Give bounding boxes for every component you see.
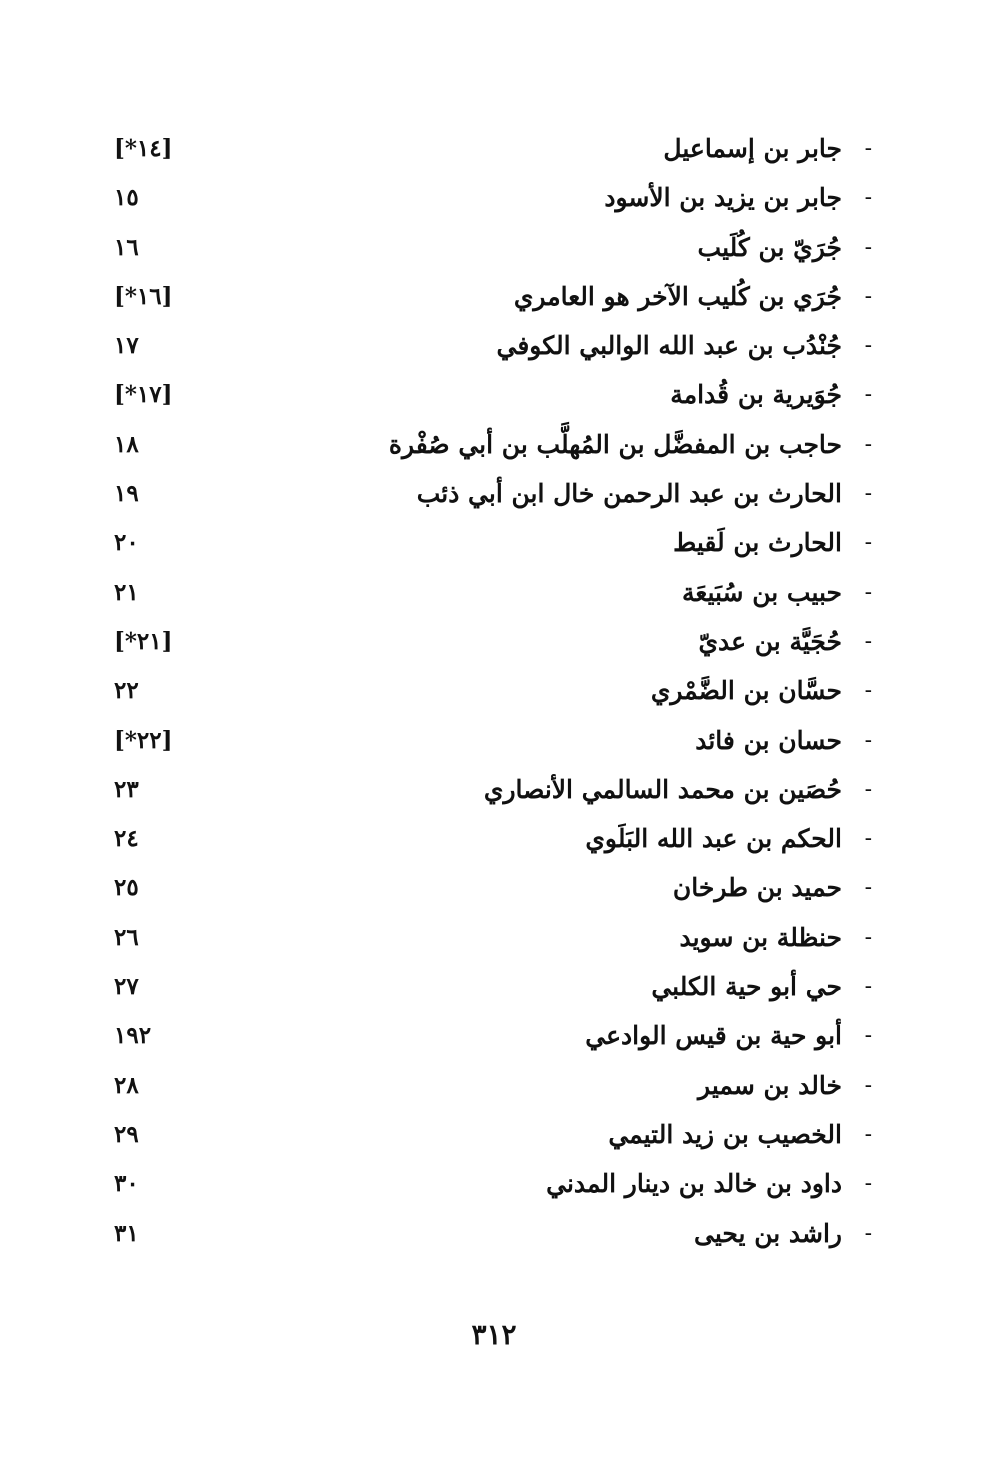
list-item — [100, 965, 880, 1014]
entry-reference: [٢١*] — [114, 627, 173, 655]
narrator-name: داود بن خالد بن دينار المدني — [546, 1169, 842, 1199]
entry-reference: ٢٢ — [114, 677, 139, 705]
entry-reference: ٢٩ — [114, 1120, 139, 1148]
narrator-name: الخصيب بن زيد التيمي — [608, 1119, 842, 1149]
narrator-name: الحارث بن عبد الرحمن خال ابن أبي ذئب — [416, 479, 842, 509]
list-dash: - — [864, 924, 872, 950]
narrator-name: جُوَيرية بن قُدامة — [670, 380, 842, 410]
entry-reference: ١٨ — [114, 430, 139, 458]
list-item — [100, 1113, 880, 1162]
list-item — [100, 571, 880, 620]
entry-reference: ٢٦ — [114, 923, 139, 951]
list-dash: - — [864, 382, 872, 408]
narrator-name: حنظلة بن سويد — [679, 922, 842, 952]
list-dash: - — [864, 234, 872, 260]
list-item — [100, 866, 880, 915]
narrator-name: أبو حية بن قيس الوادعي — [585, 1021, 842, 1051]
list-item — [100, 521, 880, 570]
narrator-name: جابر بن إسماعيل — [663, 134, 842, 163]
narrator-name: حسَّان بن الضَّمْري — [650, 676, 842, 706]
entry-reference: ١٧ — [114, 332, 139, 360]
entry-reference: ٢٨ — [114, 1071, 139, 1099]
list-item — [100, 916, 880, 965]
list-dash: - — [864, 530, 872, 556]
entry-reference: [١٦*] — [114, 282, 173, 310]
entry-reference: ٢٠ — [114, 529, 139, 557]
list-dash: - — [864, 974, 872, 1000]
narrator-name: جُرَيّ بن كُلَيب — [697, 232, 842, 262]
list-dash: - — [864, 628, 872, 654]
list-item — [100, 275, 880, 324]
narrator-index-list — [100, 127, 880, 1261]
narrator-name: حبيب بن سُبَيعَة — [682, 577, 842, 607]
narrator-name: حسان بن فائد — [695, 725, 842, 755]
list-dash: - — [864, 333, 872, 359]
entry-reference: ١٩٢ — [114, 1022, 152, 1050]
narrator-name: راشد بن يحيى — [694, 1218, 842, 1248]
list-item — [100, 423, 880, 472]
list-dash: - — [864, 185, 872, 211]
list-item — [100, 1212, 880, 1261]
entry-reference: ٢٣ — [114, 775, 139, 803]
narrator-name: جابر بن يزيد بن الأسود — [604, 183, 842, 213]
list-dash: - — [864, 136, 872, 161]
page-number: ٣١٢ — [471, 1318, 517, 1351]
narrator-name: خالد بن سمير — [698, 1070, 842, 1100]
narrator-name: حاجب بن المفضَّل بن المُهلَّب بن أبي صُفْرة — [388, 429, 842, 459]
entry-reference: ٢٧ — [114, 973, 139, 1001]
narrator-name: الحارث بن لَقيط — [673, 528, 842, 558]
list-item — [100, 226, 880, 275]
list-item — [100, 324, 880, 373]
list-item — [100, 1014, 880, 1063]
list-dash: - — [864, 283, 872, 309]
list-dash: - — [864, 727, 872, 753]
list-item — [100, 768, 880, 817]
narrator-name: حُجَيَّة بن عديّ — [698, 626, 842, 656]
list-dash: - — [864, 1072, 872, 1098]
narrator-name: حميد بن طرخان — [672, 873, 842, 903]
list-item — [100, 669, 880, 718]
entry-reference: ٢١ — [114, 578, 139, 606]
list-dash: - — [864, 481, 872, 507]
list-item — [100, 1162, 880, 1211]
narrator-name: جُرَي بن كُليب الآخر هو العامري — [513, 281, 842, 311]
entry-reference: ١٩ — [114, 480, 139, 508]
entry-reference: [١٧*] — [114, 381, 173, 409]
list-item — [100, 1064, 880, 1113]
entry-reference: ١٥ — [114, 184, 139, 212]
entry-reference: [١٤*] — [114, 135, 173, 162]
list-dash: - — [864, 1121, 872, 1147]
list-dash: - — [864, 431, 872, 457]
narrator-name: جُنْدُب بن عبد الله الوالبي الكوفي — [496, 331, 842, 361]
list-dash: - — [864, 875, 872, 901]
entry-reference: ١٦ — [114, 233, 139, 261]
list-dash: - — [864, 1220, 872, 1246]
entry-reference: ٣٠ — [114, 1170, 139, 1198]
list-dash: - — [864, 776, 872, 802]
narrator-name: حي أبو حية الكلبي — [651, 972, 842, 1002]
list-item — [100, 472, 880, 521]
list-dash: - — [864, 678, 872, 704]
entry-reference: ٣١ — [114, 1219, 139, 1247]
list-dash: - — [864, 1171, 872, 1197]
list-item — [100, 817, 880, 866]
list-item — [100, 620, 880, 669]
entry-reference: ٢٤ — [114, 825, 139, 853]
entry-reference: ٢٥ — [114, 874, 139, 902]
list-item — [100, 176, 880, 225]
list-dash: - — [864, 579, 872, 605]
list-item — [100, 127, 880, 176]
list-dash: - — [864, 826, 872, 852]
entry-reference: [٢٢*] — [114, 726, 173, 754]
list-dash: - — [864, 1023, 872, 1049]
narrator-name: حُصَين بن محمد السالمي الأنصاري — [483, 774, 842, 804]
narrator-name: الحكم بن عبد الله البَلَوي — [585, 824, 842, 854]
list-item — [100, 373, 880, 422]
list-item — [100, 719, 880, 768]
